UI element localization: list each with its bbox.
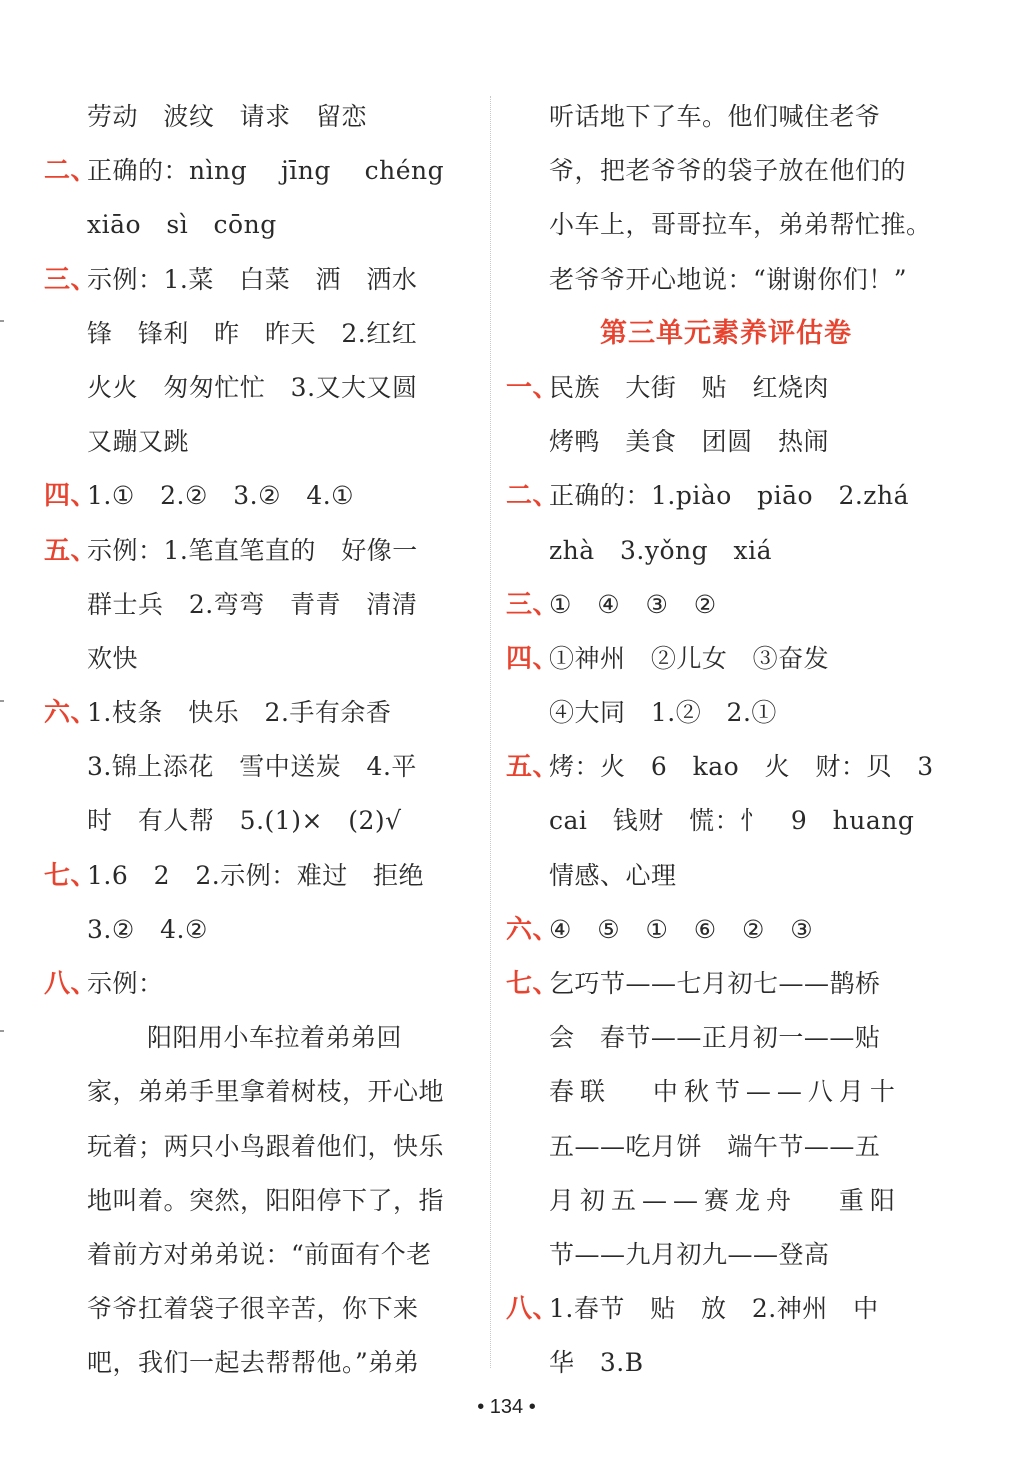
question-number: 八、 (506, 1294, 560, 1325)
answer-text: 正确的：nìng jīng chéng (87, 156, 445, 186)
answer-text: ④大同 1.② 2.① (549, 698, 777, 728)
answer-text: 群士兵 2.弯弯 青青 清清 (87, 589, 418, 619)
answer-line (44, 1282, 474, 1336)
answer-text: 民族 大街 贴 红烧肉 (549, 372, 830, 402)
answer-text: 3.锦上添花 雪中送炭 4.平 (87, 752, 417, 782)
answer-line (44, 1011, 474, 1065)
answer-text: 老爷爷开心地说：“谢谢你们！” (549, 264, 908, 294)
answer-line (44, 415, 474, 469)
answer-line (506, 144, 946, 198)
left-column (44, 90, 474, 1391)
answer-text: 小车上，哥哥拉车，弟弟帮忙推。 (549, 210, 932, 240)
answer-text: 劳动 波纹 请求 留恋 (87, 102, 368, 131)
answer-text: 1.春节 贴 放 2.神州 中 (549, 1294, 879, 1324)
answer-text: 乞巧节——七月初七——鹊桥 (549, 969, 881, 998)
answer-line (506, 1065, 946, 1119)
answer-line (44, 578, 474, 632)
question-number: 五、 (44, 535, 98, 566)
answer-text: 吧，我们一起去帮帮他。”弟弟 (87, 1348, 420, 1378)
answer-line (506, 1011, 946, 1065)
answer-line (506, 957, 946, 1011)
answer-text: 火火 匆匆忙忙 3.又大又圆 (87, 372, 418, 402)
answer-text: 地叫着。突然，阳阳停下了，指 (87, 1185, 445, 1215)
answer-text: 1.6 2 2.示例：难过 拒绝 (87, 860, 425, 890)
binding-mark (0, 1030, 4, 1032)
question-number: 七、 (44, 860, 98, 891)
answer-line (506, 1336, 946, 1390)
question-number: 五、 (506, 752, 560, 783)
question-number: 八、 (44, 969, 98, 999)
question-number: 一、 (506, 372, 560, 403)
answer-line (44, 524, 474, 578)
answer-text: 3.② 4.② (87, 914, 208, 944)
answer-text: 阳阳用小车拉着弟弟回 (147, 1023, 403, 1053)
question-number: 六、 (44, 698, 98, 729)
answer-line (44, 849, 474, 903)
answer-line (44, 794, 474, 848)
answer-line (506, 578, 946, 632)
answer-line (44, 253, 474, 307)
answer-line (506, 632, 946, 686)
unit3-answers (506, 361, 946, 1391)
answer-line (44, 740, 474, 794)
answer-line (506, 740, 946, 794)
answer-line (506, 849, 946, 903)
answer-line (44, 90, 474, 144)
column-divider (490, 96, 491, 1368)
answer-text: 爷，把老爷爷的袋子放在他们的 (549, 156, 907, 186)
question-number: 三、 (44, 264, 98, 295)
answer-line (44, 1174, 474, 1228)
answer-text: 烤：火 6 kao 火 财：贝 3 (549, 752, 934, 782)
answer-text: 又蹦又跳 (87, 427, 190, 457)
answer-text: ④ ⑤ ① ⑥ ② ③ (549, 914, 814, 944)
answer-text: 时 有人帮 5.(1)× (2)√ (87, 806, 402, 836)
answer-line (44, 957, 474, 1011)
answer-text: 示例：1.菜 白菜 洒 洒水 (87, 264, 418, 294)
answer-text: 欢快 (87, 643, 139, 673)
answers-continued (506, 90, 946, 307)
answer-text: 月初五——赛龙舟 重阳 (549, 1185, 901, 1215)
question-number: 二、 (506, 481, 560, 512)
answer-line (44, 1336, 474, 1390)
answer-line (44, 144, 474, 198)
answer-line (506, 253, 946, 307)
question-number: 三、 (506, 589, 560, 620)
answer-line (506, 198, 946, 252)
answer-text: ① ④ ③ ② (549, 589, 717, 619)
answer-line (506, 794, 946, 848)
answer-text: 节——九月初九——登高 (549, 1239, 830, 1269)
answer-text: 烤鸭 美食 团圆 热闹 (549, 427, 830, 457)
answer-line (44, 632, 474, 686)
answer-line (506, 524, 946, 578)
answer-line (506, 1120, 946, 1174)
answer-line (44, 198, 474, 252)
answer-line (44, 1228, 474, 1282)
answer-text: 正确的：1.piào piāo 2.zhá (549, 481, 909, 511)
answer-line (506, 686, 946, 740)
answer-line (44, 903, 474, 957)
right-column (506, 90, 946, 1391)
answer-line (44, 361, 474, 415)
answer-text: 听话地下了车。他们喊住老爷 (549, 102, 881, 131)
answer-line (506, 469, 946, 523)
answer-text: 锋 锋利 昨 昨天 2.红红 (87, 318, 418, 348)
answer-line (506, 415, 946, 469)
answer-text: 五——吃月饼 端午节——五 (549, 1131, 881, 1161)
answer-text: 玩着；两只小鸟跟着他们，快乐 (87, 1131, 445, 1161)
answer-line (44, 469, 474, 523)
answer-text: 华 3.B (549, 1348, 644, 1378)
binding-mark (0, 700, 4, 702)
question-number: 四、 (44, 481, 98, 512)
question-number: 四、 (506, 643, 560, 674)
question-number: 二、 (44, 156, 98, 187)
answer-line (506, 1282, 946, 1336)
section-title: 第三单元素养评估卷 (600, 317, 852, 349)
answer-text: 1.① 2.② 3.② 4.① (87, 481, 355, 511)
question-number: 六、 (506, 914, 560, 945)
page-number: • 134 • (477, 1396, 536, 1418)
answer-text: 1.枝条 快乐 2.手有余香 (87, 698, 392, 728)
answer-text: 会 春节——正月初一——贴 (549, 1023, 881, 1053)
answer-text: 示例：1.笔直笔直的 好像一 (87, 535, 418, 565)
binding-mark (0, 320, 4, 322)
answer-line (44, 1065, 474, 1119)
answer-line (506, 361, 946, 415)
answer-text: 示例： (87, 969, 164, 998)
answer-line (44, 307, 474, 361)
answer-text: xiāo sì cōng (87, 210, 277, 240)
answer-text: cai 钱财 慌：忄 9 huang (549, 806, 915, 836)
answer-text: zhà 3.yǒng xiá (549, 535, 772, 565)
answer-line (44, 1120, 474, 1174)
answer-line (506, 903, 946, 957)
answer-text: 家，弟弟手里拿着树枝，开心地 (87, 1077, 445, 1107)
answer-line (506, 1174, 946, 1228)
answer-text: 情感、心理 (549, 860, 677, 890)
answer-text: ①神州 ②儿女 ③奋发 (549, 643, 830, 673)
answer-line (506, 90, 946, 144)
answer-line (44, 686, 474, 740)
question-number: 七、 (506, 969, 560, 999)
answer-text: 着前方对弟弟说：“前面有个老 (87, 1239, 432, 1269)
answer-text: 春联 中秋节——八月十 (549, 1077, 901, 1107)
answer-text: 爷爷扛着袋子很辛苦，你下来 (87, 1294, 419, 1324)
answer-line (506, 1228, 946, 1282)
